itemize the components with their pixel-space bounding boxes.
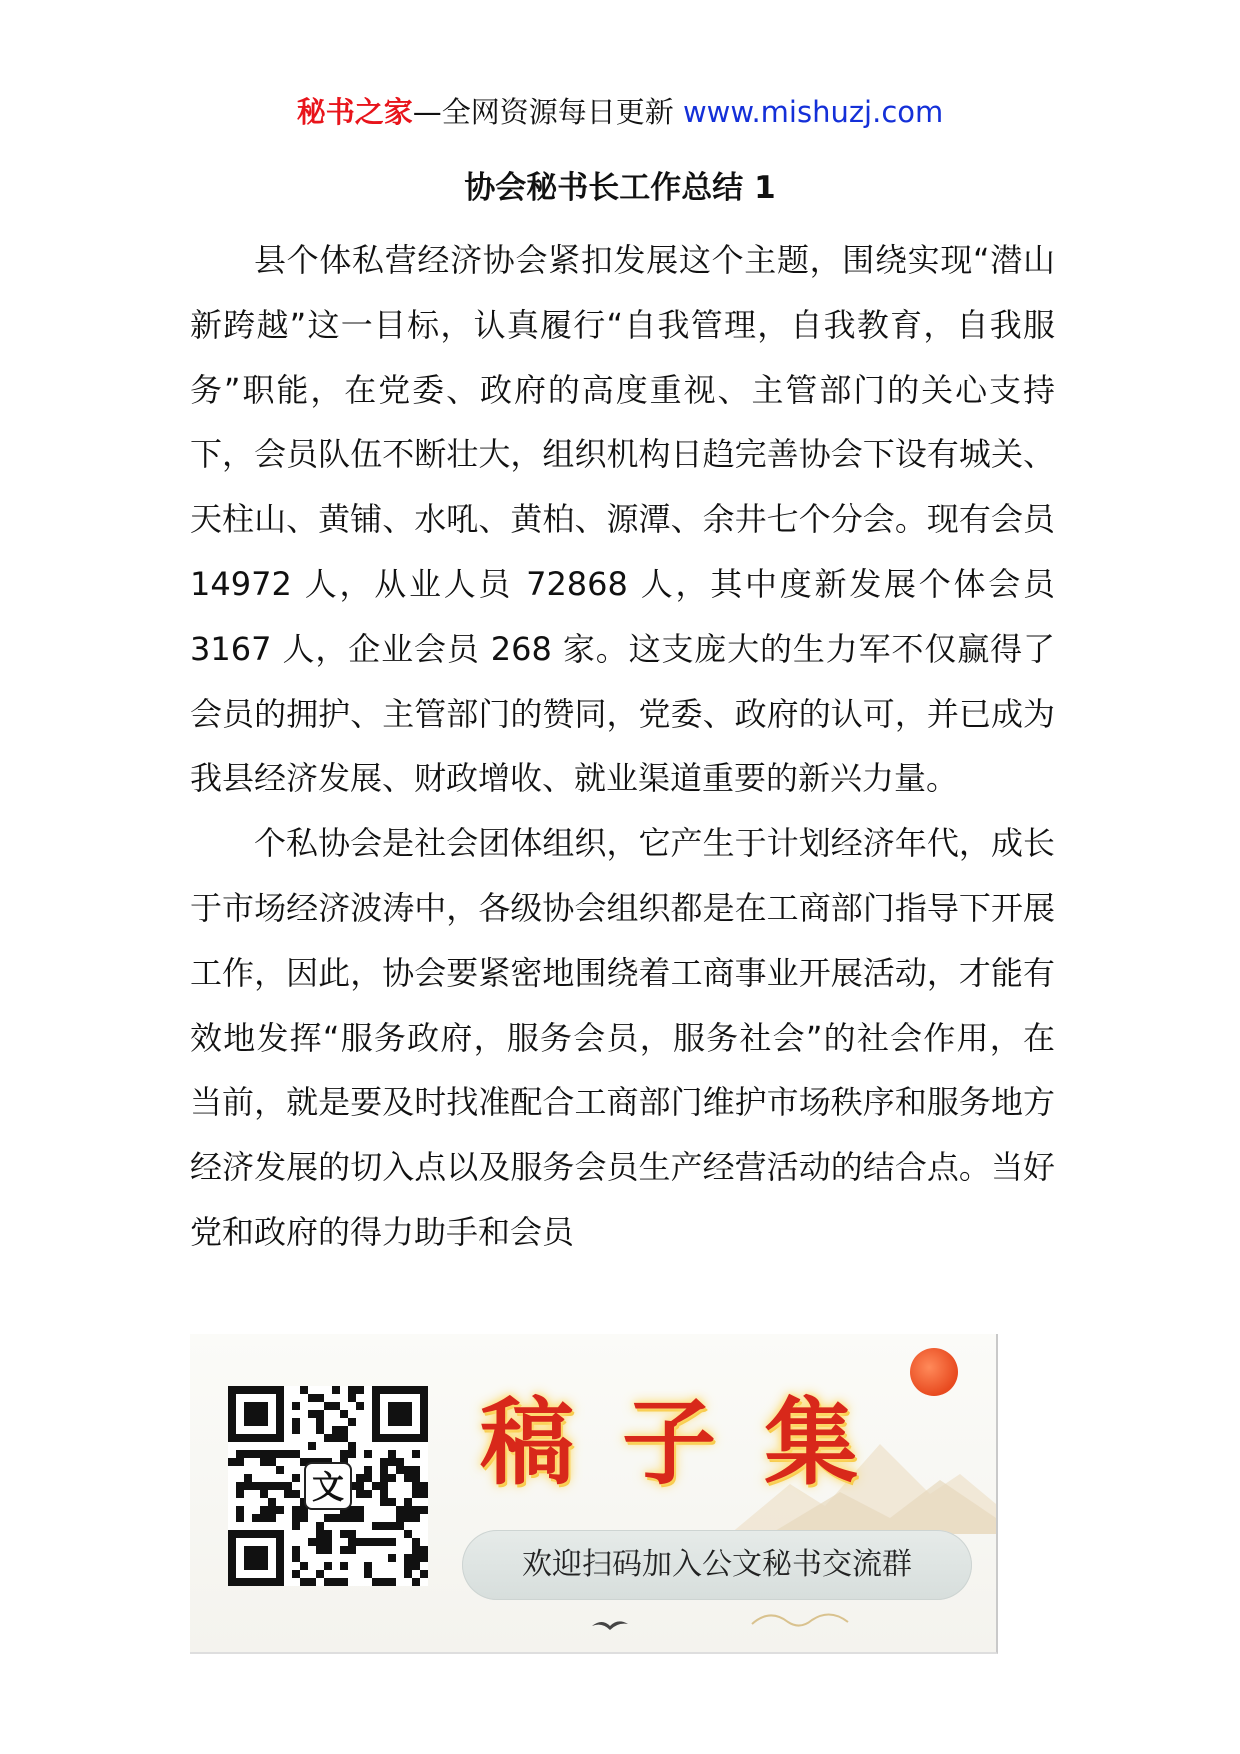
invite-text: 欢迎扫码加入公文秘书交流群 xyxy=(522,1547,912,1582)
paragraph-2: 个私协会是社会团体组织，它产生于计划经济年代，成长于市场经济波涛中，各级协会组织都是在工商部门指导下开展工作，因此，协会要紧密地围绕着工商事业开展活动，才能有效地发挥“服务政府，服务会员，服务社会”的社会作用，在当前，就是要及时找准配合工商部门维护市场秩序和服务地方经济发展的切入点以及服务会员生产经营活动的结合点。当好党和政府的得力助手和会员 xyxy=(190,824,1055,1251)
qr-code[interactable] xyxy=(228,1386,428,1586)
site-slogan: —全网资源每日更新 xyxy=(412,95,683,129)
qr-logo-icon: 文 xyxy=(304,1462,352,1510)
site-header xyxy=(0,92,1240,132)
gaozi-ji-logo: 稿子集 xyxy=(480,1388,907,1498)
invite-bar[interactable] xyxy=(462,1530,972,1600)
site-brand: 秘书之家 xyxy=(296,95,413,129)
document-body xyxy=(190,228,1055,1265)
paragraph-1: 县个体私营经济协会紧扣发展这个主题，围绕实现“潜山新跨越”这一目标，认真履行“自我管理，自我教育，自我服务”职能，在党委、政府的高度重视、主管部门的关心支持下，会员队伍不断壮大，组织机构日趋完善协会下设有城关、天柱山、黄铺、水吼、黄柏、源潭、余井七个分会。现有会员 14972 人，从业人员 72868 人，其中度新发展个体会员 3167 人，企业会员 268 家。这支庞大的生力军不仅赢得了会员的拥护、主管部门的赞同，党委、政府的认可，并已成为我县经济发展、财政增收、就业渠道重要的新兴力量。 xyxy=(190,241,1055,798)
site-url-link[interactable]: www.mishuzj.com xyxy=(682,95,944,129)
document-title: 协会秘书长工作总结 1 xyxy=(464,170,776,206)
promo-banner[interactable] xyxy=(190,1334,998,1654)
bird-decoration-icon xyxy=(590,1616,630,1634)
wave-decoration-icon xyxy=(750,1604,850,1634)
